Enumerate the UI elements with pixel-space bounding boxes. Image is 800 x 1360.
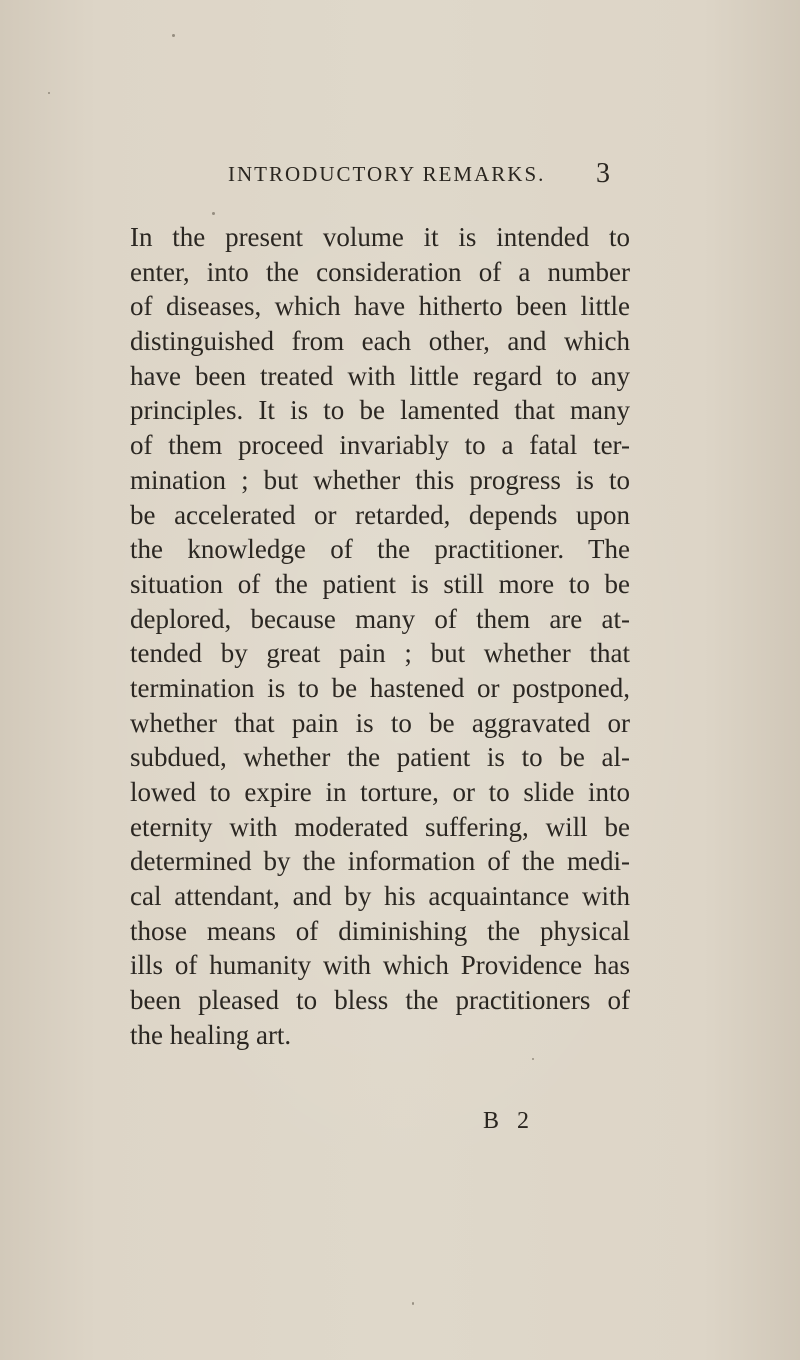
running-head [228, 158, 648, 192]
text-line: lowed to expire in torture, or to slide into [130, 777, 630, 807]
text-line: be accelerated or retarded, depends upon [130, 499, 630, 530]
text-line: ills of humanity with which Providence has [130, 950, 630, 981]
paper-speck [532, 1058, 534, 1060]
body-paragraph [130, 220, 630, 1053]
text-line: have been treated with little regard to any [130, 360, 630, 391]
text-line: distinguished from each other, and which [130, 326, 630, 357]
text-line: deplored, because many of them are at- [130, 603, 630, 634]
text-line: the healing art. [130, 1019, 292, 1050]
paper-speck [412, 1302, 414, 1305]
paper-speck [212, 212, 215, 215]
text-line: of diseases, which have hitherto been little [130, 291, 630, 322]
text-line: tended by great pain ; but whether that [130, 638, 630, 669]
text-line: subdued, whether the patient is to be al- [130, 742, 630, 773]
signature-mark: B 2 [483, 1108, 536, 1134]
text-line: In the present volume it is intended to [130, 222, 630, 252]
text-line: situation of the patient is still more to be [130, 568, 630, 599]
text-line: mination ; but whether this progress is to [130, 464, 630, 495]
paper-speck [172, 34, 175, 37]
text-line: enter, into the consideration of a number [130, 256, 630, 287]
text-line: termination is to be hastened or postponed, [130, 672, 630, 703]
text-line: those means of diminishing the physical [130, 915, 630, 946]
text-line: eternity with moderated suffering, will be [130, 811, 630, 842]
text-line: determined by the information of the medi- [130, 846, 630, 877]
paper-speck [48, 92, 50, 94]
text-line: of them proceed invariably to a fatal ter- [130, 430, 630, 461]
text-line: whether that pain is to be aggravated or [130, 707, 630, 738]
text-line: been pleased to bless the practitioners of [130, 985, 630, 1016]
running-head-title: INTRODUCTORY REMARKS. [228, 162, 546, 186]
text-line: principles. It is to be lamented that many [130, 395, 630, 426]
text-line: the knowledge of the practitioner. The [130, 534, 630, 565]
page-number: 3 [596, 158, 610, 189]
text-line: cal attendant, and by his acquaintance with [130, 881, 630, 912]
